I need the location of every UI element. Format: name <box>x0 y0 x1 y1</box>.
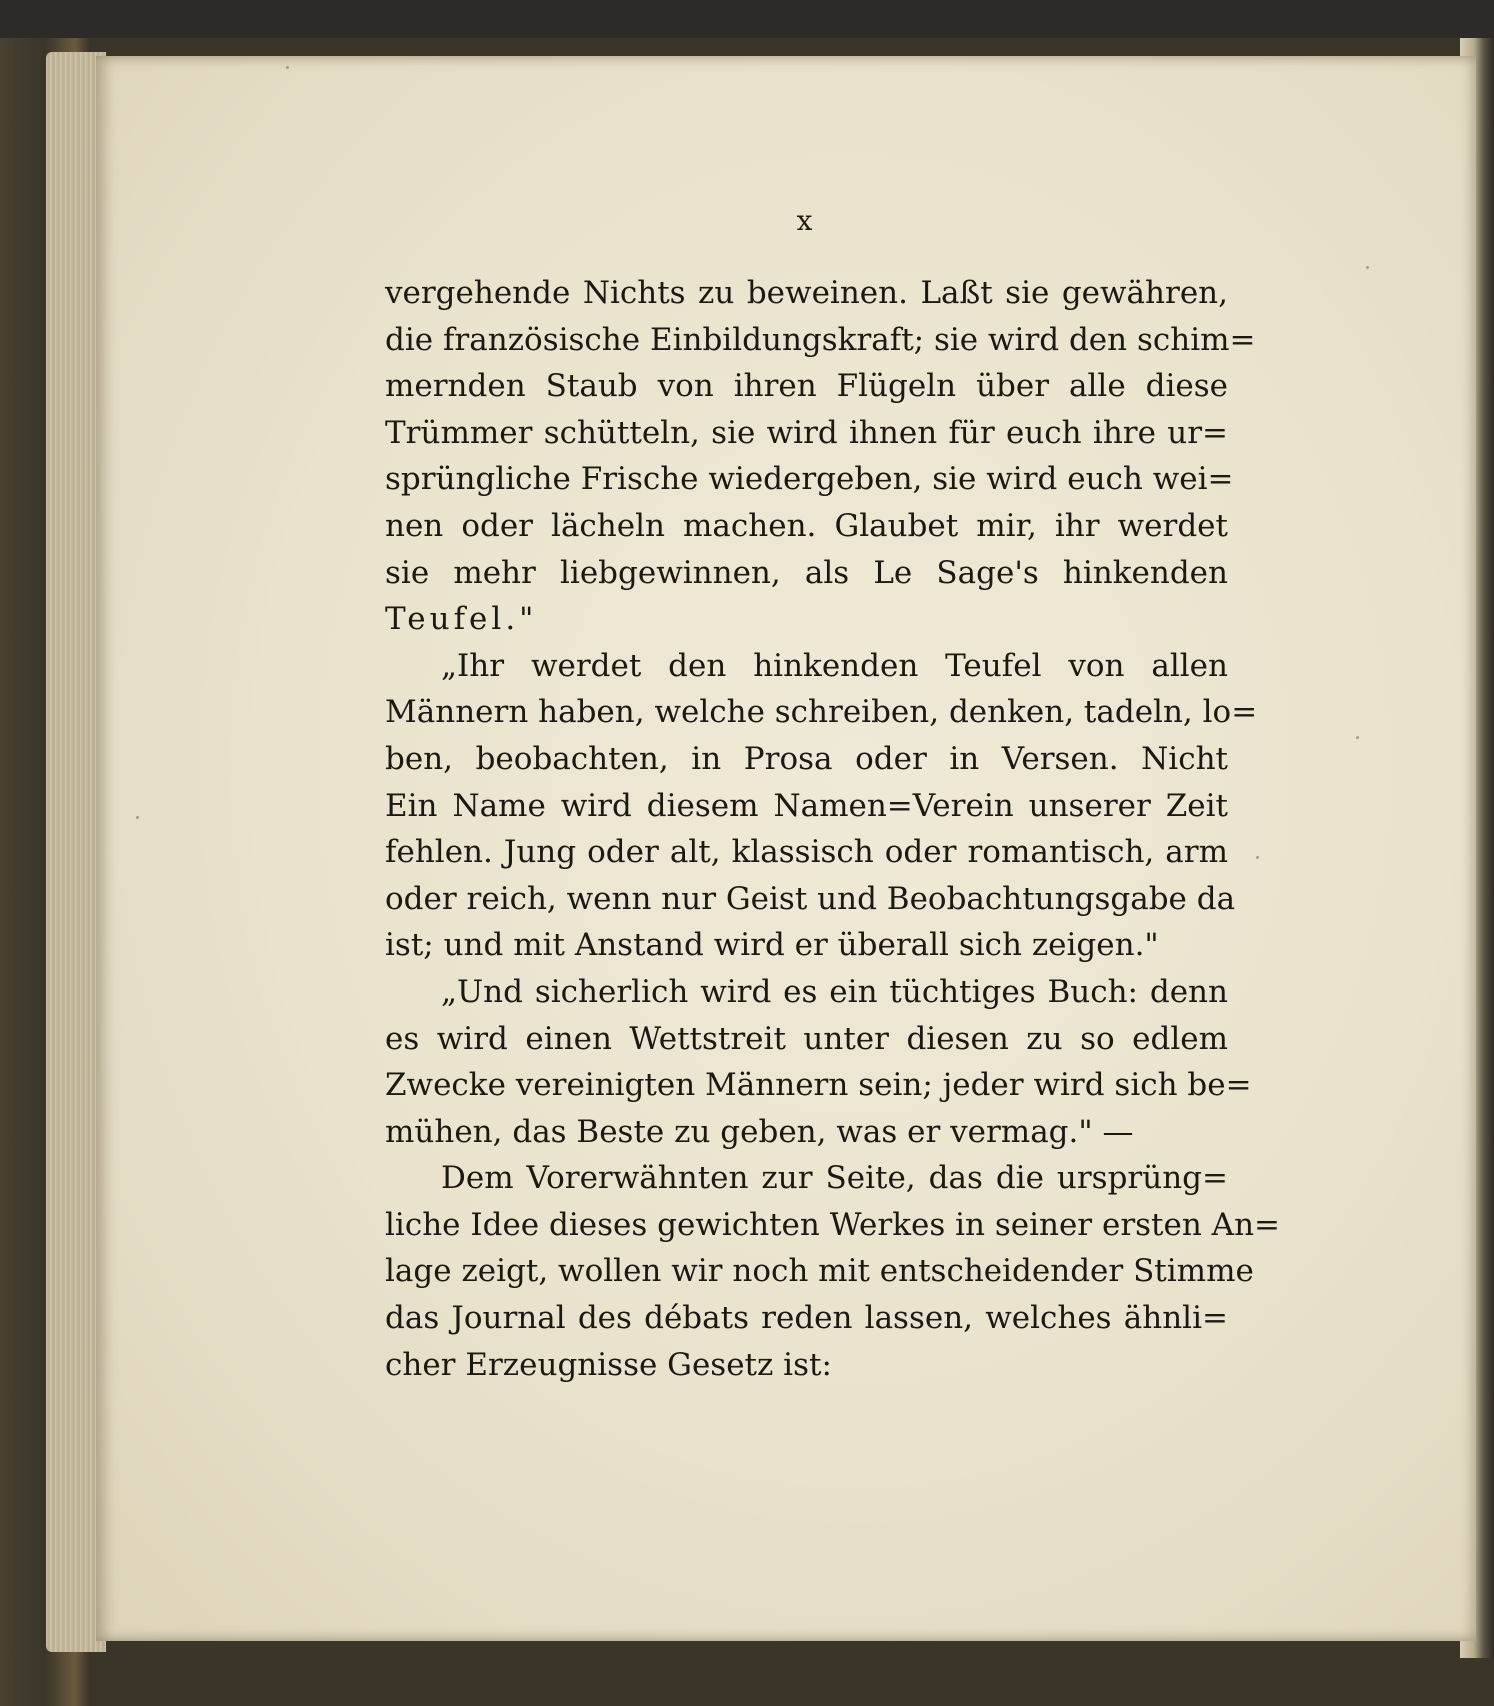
text-line: cher Erzeugnisse Gesetz ist: <box>385 1346 832 1383</box>
text-line: „Und sicherlich wird es ein tüchtiges Buch: denn <box>441 973 1228 1010</box>
text-line: Trümmer schütteln, sie wird ihnen für euch ihre ur= <box>385 414 1228 451</box>
text-line: vergehende Nichts zu beweinen. Laßt sie gewähren, <box>385 275 1228 311</box>
text-line: nen oder lächeln machen. Glaubet mir, ihr werdet <box>385 507 1228 544</box>
text-line: sie mehr liebgewinnen, als Le Sage's hinkenden <box>385 554 1228 591</box>
text-line: Ein Name wird diesem Namen=Verein unserer Zeit <box>385 787 1228 824</box>
text-line: mühen, das Beste zu geben, was er vermag." — <box>385 1113 1134 1150</box>
page-number: x <box>796 204 814 237</box>
text-line: „Ihr werdet den hinkenden Teufel von allen <box>441 647 1228 684</box>
text-line: sprüngliche Frische wiedergeben, sie wird euch wei= <box>385 461 1234 498</box>
text-line: es wird einen Wettstreit unter diesen zu so edlem <box>385 1020 1228 1057</box>
text-line: ist; und mit Anstand wird er überall sich zeigen." <box>385 927 1159 964</box>
text-line: oder reich, wenn nur Geist und Beobachtungsgabe da <box>385 880 1236 917</box>
text-line: Teufel." <box>385 601 538 638</box>
text-line: die französische Einbildungskraft; sie wird den schim= <box>385 321 1256 358</box>
text-line: ben, beobachten, in Prosa oder in Versen. Nicht <box>385 740 1228 777</box>
text-line: Dem Vorerwähnten zur Seite, das die ursprüng= <box>441 1160 1228 1197</box>
text-line: lage zeigt, wollen wir noch mit entscheidender Stimme <box>385 1253 1254 1290</box>
text-line: liche Idee dieses gewichten Werkes in seiner ersten An= <box>385 1206 1281 1243</box>
text-line: Zwecke vereinigten Männern sein; jeder wird sich be= <box>385 1067 1252 1104</box>
text-line: fehlen. Jung oder alt, klassisch oder romantisch, arm <box>385 834 1228 871</box>
body-text <box>385 270 1281 1388</box>
text-line: das Journal des débats reden lassen, welches ähnli= <box>385 1300 1228 1337</box>
text-line: Männern haben, welche schreiben, denken, tadeln, lo= <box>385 694 1258 731</box>
text-line: mernden Staub von ihren Flügeln über alle diese <box>385 368 1228 405</box>
